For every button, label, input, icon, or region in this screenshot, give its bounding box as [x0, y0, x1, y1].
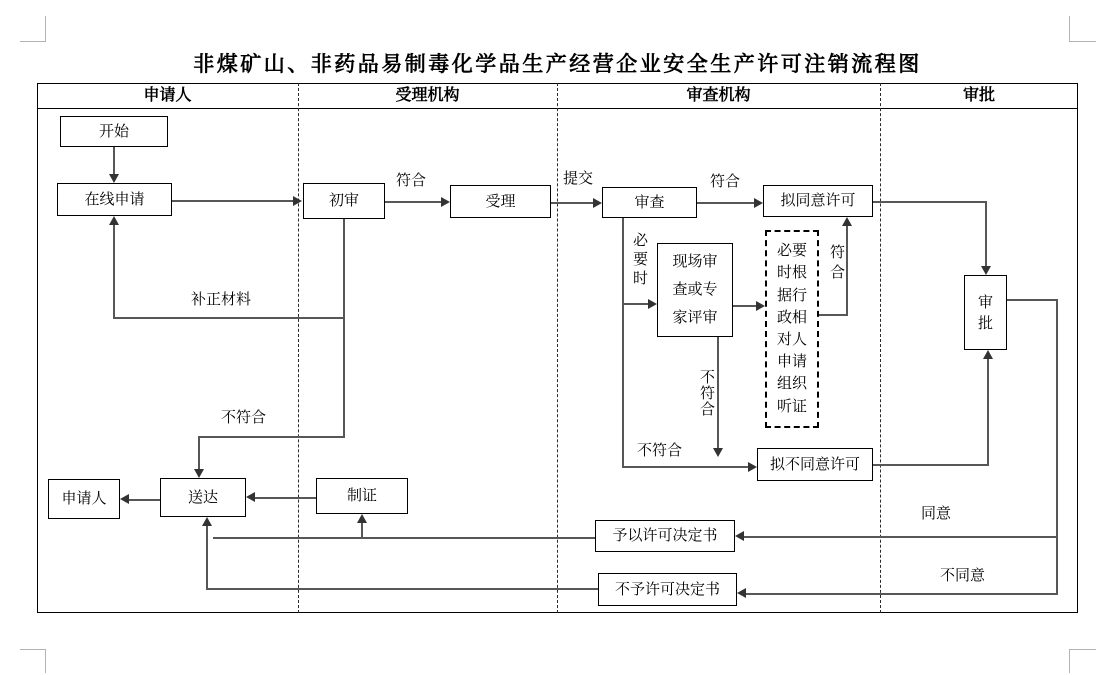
edge-label-disagree: 不同意 — [940, 567, 986, 584]
edge-label-not-conform: 不符合 — [699, 369, 715, 418]
arrowhead — [194, 469, 204, 478]
edge-initial-not-conform — [198, 436, 200, 469]
edge-grant-to-make-cert — [361, 522, 363, 537]
edge-review-down — [622, 217, 624, 468]
arrowhead — [593, 198, 602, 208]
arrowhead — [441, 197, 450, 207]
node-review: 审查 — [602, 187, 697, 218]
corner-mark-top-right — [1069, 41, 1096, 42]
node-online-apply: 在线申请 — [57, 183, 172, 216]
arrowhead — [735, 531, 744, 541]
edge-deny-to-deliver — [206, 588, 598, 590]
node-deliver: 送达 — [160, 478, 246, 517]
corner-mark-top-left — [45, 16, 46, 42]
corner-mark-bottom-right — [1069, 649, 1070, 673]
edge-onsite-to-hearing — [733, 305, 758, 307]
edge-deliver-to-applicant — [128, 499, 160, 501]
page-title: 非煤矿山、非药品易制毒化学品生产经营企业安全生产许可注销流程图 — [193, 52, 922, 76]
edge-label-not-conform: 不符合 — [221, 409, 267, 426]
edge-review-to-propose-approve — [697, 202, 754, 204]
corner-mark-bottom-left — [20, 649, 46, 650]
lane-header-accepting-agency: 受理机构 — [395, 87, 460, 104]
arrowhead — [120, 494, 129, 504]
lane-header-applicant: 申请人 — [143, 87, 192, 104]
arrowhead — [983, 350, 993, 359]
edge-supplement-materials — [113, 317, 344, 319]
edge-review-to-onsite — [623, 303, 649, 305]
edge-start-to-online-apply — [113, 147, 115, 176]
edge-online-apply-to-initial-review — [172, 200, 294, 202]
corner-mark-bottom-right — [1069, 649, 1096, 650]
lane-divider — [880, 83, 881, 613]
node-propose-approve: 拟同意许可 — [763, 185, 873, 217]
edge-label-conform: 符合 — [396, 172, 427, 189]
edge-agree — [743, 536, 1058, 538]
arrowhead — [246, 492, 255, 502]
node-make-cert: 制证 — [316, 478, 408, 514]
arrowhead — [756, 301, 765, 311]
edge-propose-approve-to-approve — [873, 201, 987, 203]
node-propose-disapprove: 拟不同意许可 — [757, 448, 873, 481]
edge-label-when-necessary: 必要时 — [632, 232, 648, 287]
arrowhead — [357, 514, 367, 523]
edge-supplement-materials — [113, 224, 115, 317]
lane-header-review-agency: 审查机构 — [686, 87, 751, 104]
edge-initial-review-down — [343, 219, 345, 438]
arrowhead — [293, 196, 302, 206]
corner-mark-bottom-left — [45, 649, 46, 673]
edge-initial-review-to-accept — [385, 201, 441, 203]
edge-hearing-to-propose-approve — [819, 314, 848, 316]
arrowhead — [713, 448, 723, 457]
node-grant-decision: 予以许可决定书 — [595, 520, 735, 552]
edge-onsite-not-conform — [717, 337, 719, 449]
edge-hearing-to-propose-approve — [846, 225, 848, 316]
edge-label-conform: 符合 — [829, 244, 845, 281]
edge-make-cert-to-deliver — [254, 497, 316, 499]
corner-mark-top-right — [1069, 16, 1070, 42]
arrowhead — [754, 198, 763, 208]
edge-grant-to-make-cert — [213, 537, 595, 539]
edge-label-submit: 提交 — [563, 170, 594, 187]
arrowhead — [109, 174, 119, 183]
edge-initial-not-conform — [198, 436, 345, 438]
arrowhead — [981, 266, 991, 275]
corner-mark-top-left — [20, 41, 46, 42]
node-hearing: 必要时根据行政相对人申请组织听证 — [765, 230, 819, 428]
edge-propose-disapprove-to-approve — [987, 358, 989, 466]
lane-divider — [557, 83, 558, 613]
node-onsite-review: 现场审查或专家评审 — [657, 243, 733, 337]
edge-disagree — [745, 593, 1058, 595]
edge-label-agree: 同意 — [921, 505, 952, 522]
arrowhead — [109, 216, 119, 225]
edge-approve-out — [1056, 299, 1058, 595]
edge-approve-out — [1007, 299, 1058, 301]
edge-label-supplement-materials: 补正材料 — [191, 291, 252, 308]
node-start: 开始 — [60, 116, 168, 147]
node-accept: 受理 — [450, 185, 551, 218]
node-approve: 审批 — [964, 275, 1007, 350]
lane-divider — [298, 83, 299, 613]
arrowhead — [202, 517, 212, 526]
arrowhead — [842, 217, 852, 226]
arrowhead — [737, 588, 746, 598]
edge-label-conform: 符合 — [710, 173, 741, 190]
edge-propose-approve-to-approve — [985, 201, 987, 267]
lane-header-approval: 审批 — [962, 87, 995, 104]
edge-review-not-conform — [622, 466, 749, 468]
edge-label-not-conform: 不符合 — [637, 442, 683, 459]
arrowhead — [648, 299, 657, 309]
edge-propose-disapprove-to-approve — [873, 464, 989, 466]
node-applicant: 申请人 — [48, 479, 120, 519]
node-deny-decision: 不予许可决定书 — [598, 573, 737, 606]
node-initial-review: 初审 — [303, 183, 385, 219]
arrowhead — [748, 462, 757, 472]
edge-accept-to-review — [551, 202, 594, 204]
edge-deny-to-deliver — [206, 525, 208, 588]
